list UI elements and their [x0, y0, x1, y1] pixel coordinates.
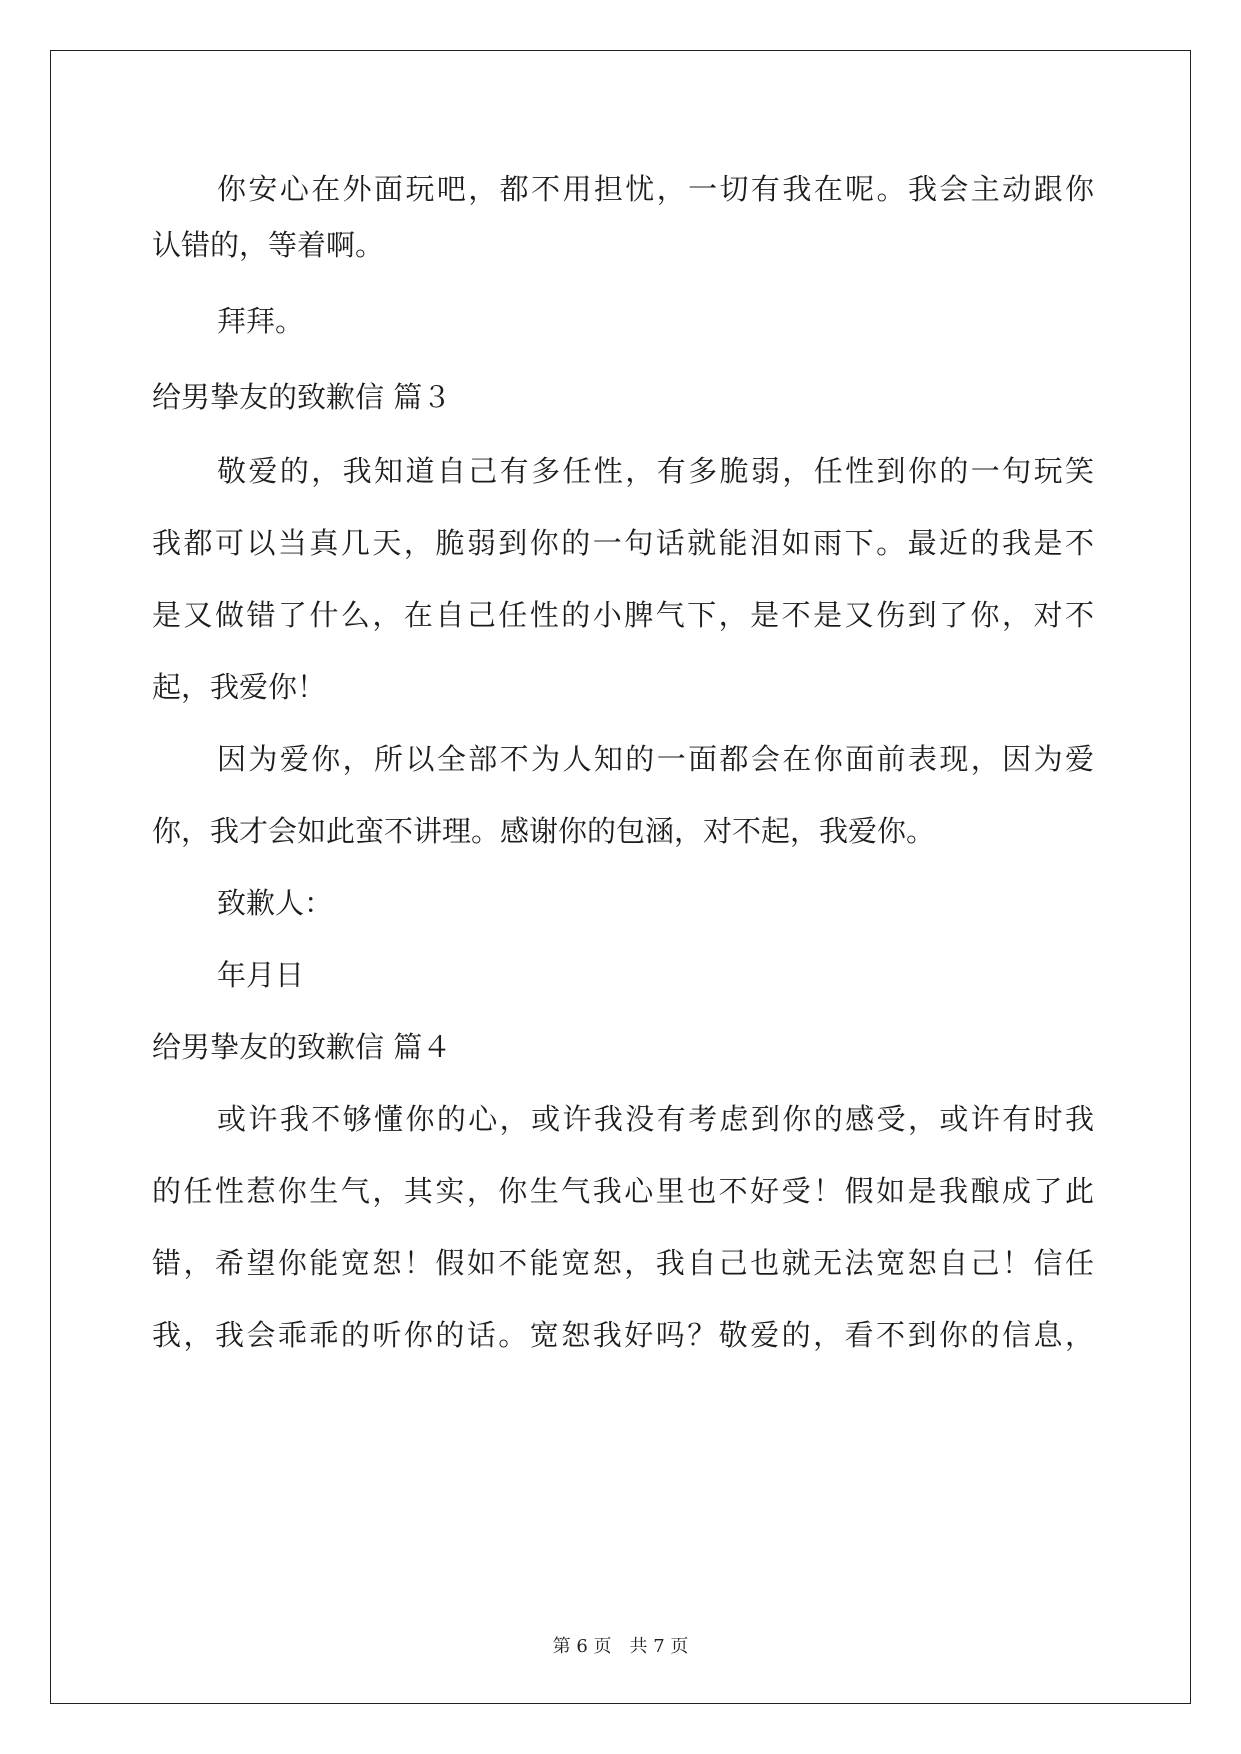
signature-label: 致歉人：: [217, 886, 334, 920]
page-number: 第 6 页 共 7 页: [552, 1636, 689, 1657]
text-line: 因为爱你，所以全部不为人知的一面都会在你面前表现，因为爱: [217, 742, 1094, 776]
text-line: 错，希望你能宽恕！假如不能宽恕，我自己也就无法宽恕自己！信任: [152, 1246, 1094, 1280]
text-line: 我，我会乖乖的听你的话。宽恕我好吗？敬爱的，看不到你的信息，: [152, 1318, 1094, 1352]
text-line: 你，我才会如此蛮不讲理。感谢你的包涵，对不起，我爱你。: [152, 814, 936, 848]
text-line: 你安心在外面玩吧，都不用担忧，一切有我在呢。我会主动跟你: [217, 172, 1094, 206]
text-line: 或许我不够懂你的心，或许我没有考虑到你的感受，或许有时我: [217, 1102, 1094, 1136]
section-heading: 给男挚友的致歉信 篇３: [152, 380, 452, 414]
section-heading: 给男挚友的致歉信 篇４: [152, 1030, 452, 1064]
page-border: [50, 50, 1191, 1704]
text-line: 我都可以当真几天，脆弱到你的一句话就能泪如雨下。最近的我是不: [152, 526, 1094, 560]
text-line: 的任性惹你生气，其实，你生气我心里也不好受！假如是我酿成了此: [152, 1174, 1094, 1208]
text-line: 认错的，等着啊。: [152, 228, 385, 262]
date-label: 年月日: [217, 958, 305, 992]
text-line: 起，我爱你！: [152, 670, 327, 704]
text-line: 敬爱的，我知道自己有多任性，有多脆弱，任性到你的一句玩笑: [217, 454, 1094, 488]
text-line: 是又做错了什么，在自己任性的小脾气下，是不是又伤到了你，对不: [152, 598, 1094, 632]
text-line: 拜拜。: [217, 304, 305, 338]
